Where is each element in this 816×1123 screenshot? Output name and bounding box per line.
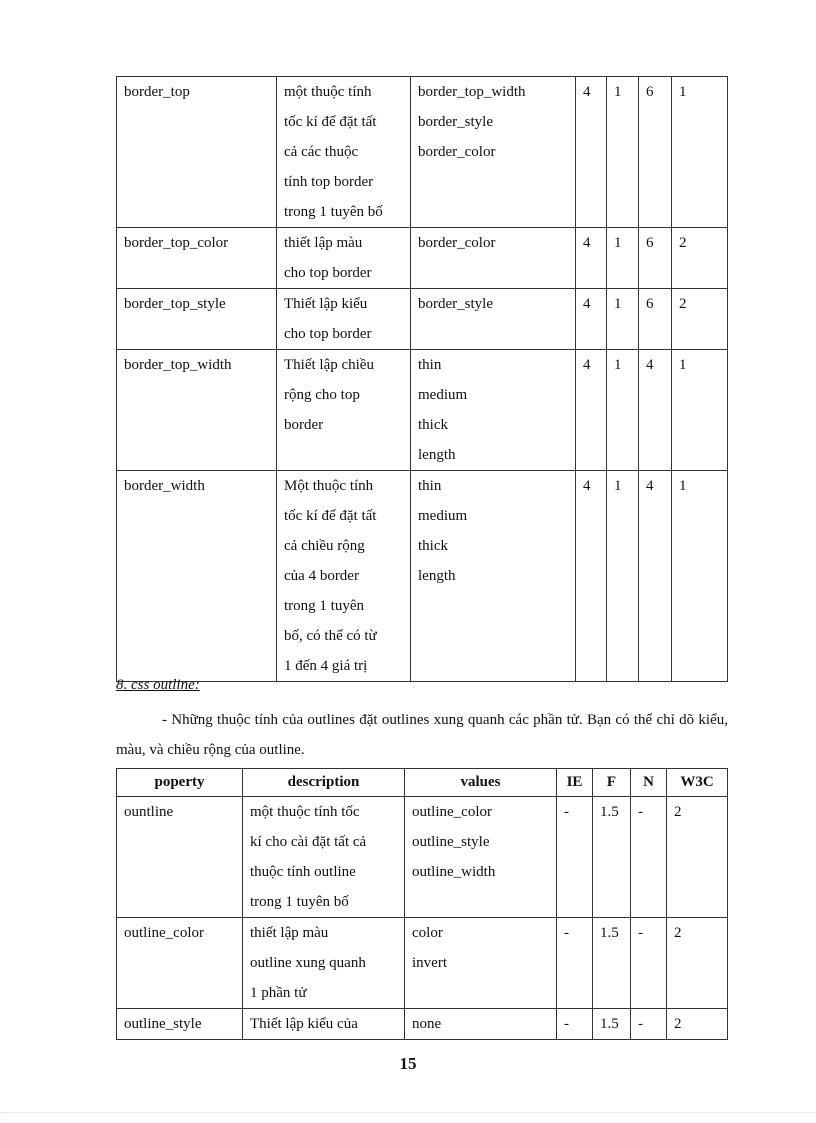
- table-row: [117, 918, 728, 1009]
- cell-property: border_width: [117, 471, 277, 682]
- cell-w3c: 1: [672, 77, 728, 228]
- cell-values: thin medium thick length: [411, 471, 576, 682]
- cell-w3c: 1: [672, 350, 728, 471]
- cell-description: Thiết lập kiểu cho top border: [277, 289, 411, 350]
- header-n: N: [631, 769, 667, 797]
- table-row: [117, 289, 728, 350]
- cell-description: một thuộc tính tốc kí cho cài đặt tất cả thuộc tính outline trong 1 tuyên bố: [243, 797, 405, 918]
- table-row: [117, 797, 728, 918]
- cell-ie: -: [557, 797, 593, 918]
- cell-property: border_top_width: [117, 350, 277, 471]
- cell-values: border_style: [411, 289, 576, 350]
- cell-ie: 4: [576, 77, 607, 228]
- cell-n: 4: [639, 471, 672, 682]
- cell-n: 6: [639, 228, 672, 289]
- cell-description: Một thuộc tính tốc kí để đặt tất cả chiều rộng của 4 border trong 1 tuyên bố, có thể có từ 1 đến 4 giá trị: [277, 471, 411, 682]
- cell-n: 6: [639, 77, 672, 228]
- properties-table-outline: [116, 768, 728, 1040]
- header-values: values: [405, 769, 557, 797]
- section-heading: 8. css outline:: [116, 677, 200, 693]
- table-row: [117, 1009, 728, 1040]
- cell-ie: -: [557, 918, 593, 1009]
- cell-f: 1.5: [593, 1009, 631, 1040]
- cell-f: 1.5: [593, 797, 631, 918]
- cell-n: 6: [639, 289, 672, 350]
- cell-values: outline_color outline_style outline_width: [405, 797, 557, 918]
- paragraph: [116, 705, 728, 765]
- cell-f: 1: [607, 228, 639, 289]
- cell-property: border_top: [117, 77, 277, 228]
- cell-values: border_color: [411, 228, 576, 289]
- table-row: [117, 471, 728, 682]
- footer-divider: [0, 1112, 816, 1113]
- table-header-row: [117, 769, 728, 797]
- cell-w3c: 1: [672, 471, 728, 682]
- cell-ie: 4: [576, 228, 607, 289]
- cell-values: none: [405, 1009, 557, 1040]
- cell-w3c: 2: [672, 289, 728, 350]
- properties-table-border: [116, 76, 728, 682]
- cell-f: 1: [607, 471, 639, 682]
- cell-property: outline_style: [117, 1009, 243, 1040]
- cell-ie: -: [557, 1009, 593, 1040]
- header-description: description: [243, 769, 405, 797]
- cell-f: 1: [607, 77, 639, 228]
- cell-description: thiết lập màu cho top border: [277, 228, 411, 289]
- cell-w3c: 2: [667, 1009, 728, 1040]
- cell-f: 1: [607, 289, 639, 350]
- paragraph-text: - Những thuộc tính của outlines đặt outlines xung quanh các phần tử. Bạn có thể chỉ dõ kiểu, màu, và chiều rộng của outline.: [116, 712, 728, 758]
- cell-n: -: [631, 918, 667, 1009]
- cell-values: thin medium thick length: [411, 350, 576, 471]
- header-f: F: [593, 769, 631, 797]
- cell-f: 1.5: [593, 918, 631, 1009]
- cell-ie: 4: [576, 471, 607, 682]
- cell-ie: 4: [576, 350, 607, 471]
- cell-w3c: 2: [667, 918, 728, 1009]
- cell-ie: 4: [576, 289, 607, 350]
- header-w3c: W3C: [667, 769, 728, 797]
- table-row: [117, 350, 728, 471]
- cell-values: border_top_width border_style border_color: [411, 77, 576, 228]
- cell-property: border_top_color: [117, 228, 277, 289]
- cell-description: một thuộc tính tốc kí để đặt tất cả các thuộc tính top border trong 1 tuyên bố: [277, 77, 411, 228]
- cell-n: -: [631, 1009, 667, 1040]
- cell-values: color invert: [405, 918, 557, 1009]
- cell-description: thiết lập màu outline xung quanh 1 phần tử: [243, 918, 405, 1009]
- cell-w3c: 2: [672, 228, 728, 289]
- table-row: [117, 228, 728, 289]
- cell-property: outline_color: [117, 918, 243, 1009]
- cell-n: 4: [639, 350, 672, 471]
- page-number: 15: [399, 1054, 417, 1073]
- header-ie: IE: [557, 769, 593, 797]
- cell-property: ountline: [117, 797, 243, 918]
- table-row: [117, 77, 728, 228]
- header-property: poperty: [117, 769, 243, 797]
- cell-f: 1: [607, 350, 639, 471]
- cell-property: border_top_style: [117, 289, 277, 350]
- cell-w3c: 2: [667, 797, 728, 918]
- cell-description: Thiết lập chiều rộng cho top border: [277, 350, 411, 471]
- cell-n: -: [631, 797, 667, 918]
- cell-description: Thiết lập kiểu của: [243, 1009, 405, 1040]
